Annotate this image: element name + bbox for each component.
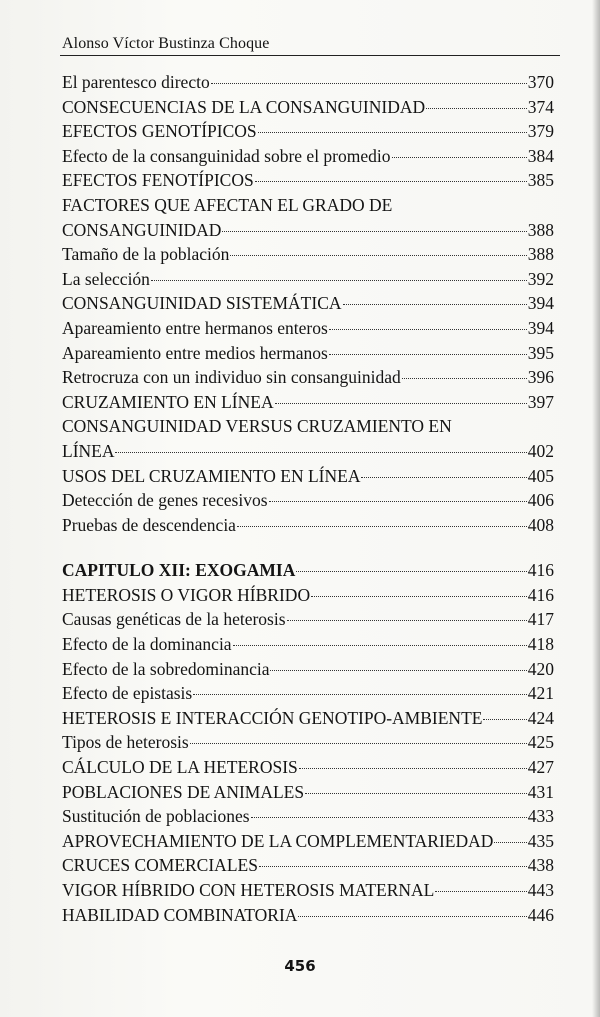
toc-entry-page: 379 xyxy=(527,121,554,142)
toc-entry xyxy=(62,439,554,464)
toc-entry xyxy=(62,341,554,366)
table-of-contents xyxy=(62,70,554,927)
dot-leader xyxy=(483,719,526,720)
toc-entry-title: La selección xyxy=(62,268,150,289)
toc-entry-title: CONSANGUINIDAD xyxy=(62,219,222,240)
toc-entry-page: 402 xyxy=(527,440,554,461)
dot-leader xyxy=(299,768,527,769)
toc-entry-title-line1: CONSANGUINIDAD VERSUS CRUZAMIENTO EN xyxy=(62,416,452,437)
toc-entry xyxy=(62,681,554,706)
toc-entry-title: Detección de genes recesivos xyxy=(62,490,268,511)
toc-entry-page: 392 xyxy=(527,268,554,289)
toc-entry-title: Efecto de la sobredominancia xyxy=(62,658,270,679)
toc-entry xyxy=(62,607,554,632)
toc-entry-page: 418 xyxy=(527,634,554,655)
toc-entry-page: 431 xyxy=(527,781,554,802)
toc-entry xyxy=(62,144,554,169)
dot-leader xyxy=(287,620,527,621)
toc-entry-page: 424 xyxy=(527,707,554,728)
toc-entry-page: 370 xyxy=(527,72,554,92)
toc-entry-title: Efecto de la consanguinidad sobre el promedio xyxy=(62,145,391,166)
toc-entry-title: CÁLCULO DE LA HETEROSIS xyxy=(62,757,298,778)
toc-entry xyxy=(62,168,554,193)
toc-entry-title: POBLACIONES DE ANIMALES xyxy=(62,781,305,802)
toc-entry xyxy=(62,390,554,415)
toc-entry-page: 405 xyxy=(527,465,554,486)
toc-entry-page: 443 xyxy=(527,880,554,900)
dot-leader xyxy=(251,817,527,818)
toc-entry-title-line1: FACTORES QUE AFECTAN EL GRADO DE xyxy=(62,194,393,215)
toc-entry-page: 374 xyxy=(527,96,554,117)
toc-entry xyxy=(62,242,554,267)
toc-entry-page: 394 xyxy=(527,317,554,338)
toc-entry-title: VIGOR HÍBRIDO CON HETEROSIS MATERNAL xyxy=(62,880,435,900)
toc-entry-page: 435 xyxy=(527,830,554,851)
toc-entry-title: HETEROSIS E INTERACCIÓN GENOTIPO-AMBIENTE xyxy=(62,707,483,728)
dot-leader xyxy=(329,329,527,330)
dot-leader xyxy=(435,891,526,892)
toc-entry-page: 395 xyxy=(527,342,554,363)
running-header: Alonso Víctor Bustinza Choque xyxy=(62,35,270,52)
toc-entry xyxy=(62,316,554,341)
toc-entry xyxy=(62,291,554,316)
toc-entry xyxy=(62,780,554,805)
toc-entry-page: 433 xyxy=(527,806,554,827)
toc-entry-title: El parentesco directo xyxy=(62,72,210,92)
toc-group-2 xyxy=(62,558,554,927)
dot-leader xyxy=(237,526,527,527)
toc-entry xyxy=(62,95,554,120)
toc-entry-page: 438 xyxy=(527,855,554,876)
dot-leader xyxy=(329,354,527,355)
toc-entry xyxy=(62,804,554,829)
toc-entry-title: Apareamiento entre medios hermanos xyxy=(62,342,328,363)
dot-leader xyxy=(296,571,526,572)
dot-leader xyxy=(115,452,526,453)
toc-entry-page: 421 xyxy=(527,683,554,704)
toc-entry-page: 408 xyxy=(527,514,554,535)
dot-leader xyxy=(269,501,527,502)
dot-leader xyxy=(258,132,527,133)
toc-entry-title: CRUZAMIENTO EN LÍNEA xyxy=(62,391,274,412)
toc-entry-title: Sustitución de poblaciones xyxy=(62,806,250,827)
toc-entry xyxy=(62,706,554,731)
dot-leader xyxy=(211,83,527,84)
page-edge-shadow xyxy=(592,0,600,1017)
dot-leader xyxy=(305,793,527,794)
dot-leader xyxy=(190,743,527,744)
toc-entry-page: 425 xyxy=(527,732,554,753)
toc-entry-page: 420 xyxy=(527,658,554,679)
section-gap xyxy=(62,537,554,558)
toc-entry xyxy=(62,218,554,243)
dot-leader xyxy=(222,231,526,232)
toc-entry-title: CRUCES COMERCIALES xyxy=(62,855,258,876)
dot-leader xyxy=(343,304,527,305)
toc-entry-title: Retrocruza con un individuo sin consanguinidad xyxy=(62,367,401,388)
page-number: 456 xyxy=(284,957,316,975)
toc-entry xyxy=(62,853,554,878)
dot-leader xyxy=(255,181,527,182)
toc-entry-title: Efecto de epistasis xyxy=(62,683,193,704)
toc-group-1 xyxy=(62,70,554,537)
toc-entry-title: Pruebas de descendencia xyxy=(62,514,236,535)
toc-entry-page: 388 xyxy=(527,219,554,240)
dot-leader xyxy=(392,157,527,158)
toc-entry-title: CONSANGUINIDAD SISTEMÁTICA xyxy=(62,293,342,314)
toc-entry xyxy=(62,70,554,95)
dot-leader xyxy=(275,403,527,404)
toc-entry xyxy=(62,632,554,657)
toc-entry-title: CAPITULO XII: EXOGAMIA xyxy=(62,560,296,581)
toc-entry-page: 427 xyxy=(527,757,554,778)
toc-entry-title: Tamaño de la población xyxy=(62,244,230,265)
toc-entry-page: 406 xyxy=(527,490,554,511)
toc-entry-page: 385 xyxy=(527,170,554,191)
toc-entry-title: Efecto de la dominancia xyxy=(62,634,232,655)
dot-leader xyxy=(311,596,527,597)
toc-entry-page: 388 xyxy=(527,244,554,265)
toc-entry xyxy=(62,119,554,144)
toc-entry xyxy=(62,464,554,489)
dot-leader xyxy=(193,694,527,695)
toc-entry-title: EFECTOS FENOTÍPICOS xyxy=(62,170,254,191)
toc-entry-title: Apareamiento entre hermanos enteros xyxy=(62,317,328,338)
toc-entry xyxy=(62,513,554,538)
toc-entry-page: 417 xyxy=(527,609,554,630)
toc-entry-page: 384 xyxy=(527,145,554,166)
toc-entry-title: APROVECHAMIENTO DE LA COMPLEMENTARIEDAD xyxy=(62,830,494,851)
toc-entry xyxy=(62,267,554,292)
toc-entry xyxy=(62,488,554,513)
dot-leader xyxy=(151,280,527,281)
toc-entry xyxy=(62,903,554,928)
toc-entry-title: EFECTOS GENOTÍPICOS xyxy=(62,121,257,142)
toc-entry-page: 446 xyxy=(527,904,554,925)
toc-entry-title: HETEROSIS O VIGOR HÍBRIDO xyxy=(62,584,311,605)
toc-entry-title: CONSECUENCIAS DE LA CONSANGUINIDAD xyxy=(62,96,426,117)
toc-entry-title: USOS DEL CRUZAMIENTO EN LÍNEA xyxy=(62,465,361,486)
toc-entry xyxy=(62,657,554,682)
dot-leader xyxy=(361,477,526,478)
dot-leader xyxy=(298,916,526,917)
dot-leader xyxy=(230,255,526,256)
dot-leader xyxy=(402,378,527,379)
toc-entry xyxy=(62,829,554,854)
toc-entry-page: 397 xyxy=(527,391,554,412)
header-rule xyxy=(60,55,560,56)
toc-entry xyxy=(62,365,554,390)
dot-leader xyxy=(259,866,527,867)
toc-entry-page: 394 xyxy=(527,293,554,314)
dot-leader xyxy=(426,108,527,109)
toc-entry-title: LÍNEA xyxy=(62,440,115,461)
toc-entry-page: 396 xyxy=(527,367,554,388)
toc-entry-title: Tipos de heterosis xyxy=(62,732,189,753)
toc-entry xyxy=(62,755,554,780)
toc-entry xyxy=(62,878,554,903)
toc-entry xyxy=(62,583,554,608)
toc-entry-page: 416 xyxy=(527,584,554,605)
dot-leader xyxy=(233,645,527,646)
dot-leader xyxy=(494,842,526,843)
toc-chapter-heading xyxy=(62,558,554,583)
toc-entry-page: 416 xyxy=(527,560,554,581)
toc-entry-title: Causas genéticas de la heterosis xyxy=(62,609,286,630)
dot-leader xyxy=(270,670,526,671)
toc-entry-title: HABILIDAD COMBINATORIA xyxy=(62,904,298,925)
toc-entry xyxy=(62,730,554,755)
